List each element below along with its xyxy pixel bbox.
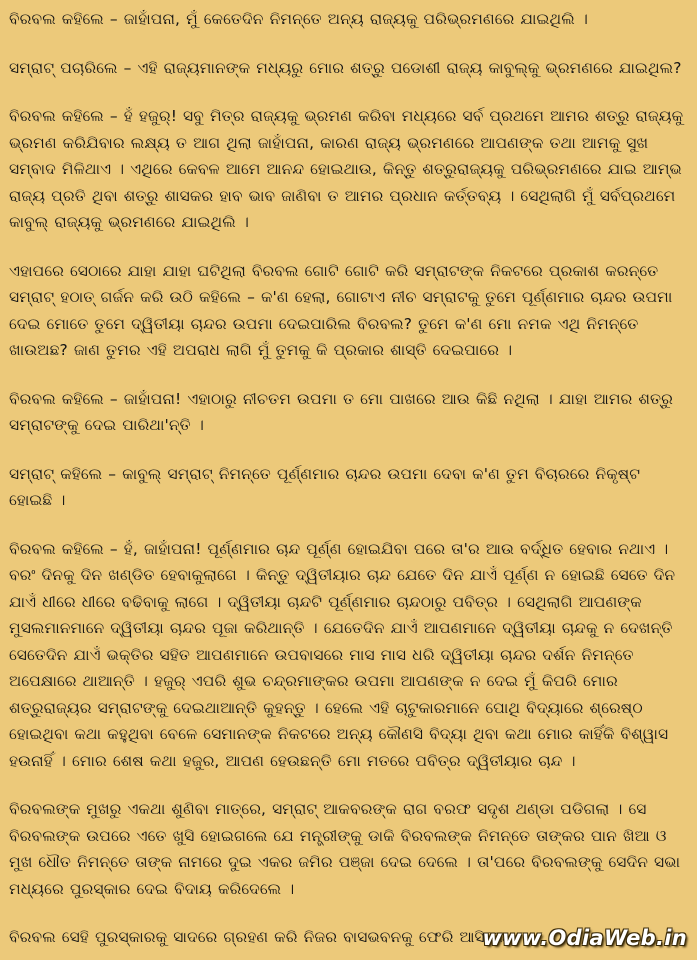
story-paragraph-1: ବିରବଲ କହିଲେ – ଜାହାଁପନା, ମୁଁ କେତେଦିନ ନିମନ୍ତେ ଅନ୍ୟ ରାଜ୍ୟକୁ ପରିଭ୍ରମଣରେ ଯାଇଥିଲି । [9, 10, 588, 28]
story-paragraph-6: ସମ୍ରାଟ୍ କହିଲେ – କାବୁଲ୍ ସମ୍ରାଟ୍ ନିମନ୍ତେ ପୂର୍ଣ୍ଣମାର ଚାନ୍ଦର ଉପମା ଦେବା କ'ଣ ତୁମ ବିଚାରରେ ନିକୃଷ୍ଟ ହୋଇଛି । [9, 464, 641, 509]
site-watermark: www.OdiaWeb.in [482, 926, 687, 950]
story-paragraph-5: ବିରବଲ କହିଲେ – ଜାହାଁପନା! ଏହାଠାରୁ ନୀଚତମ ଉପମା ତ ମୋ ପାଖରେ ଆଉ କିଛି ନଥିଲା । ଯାହା ଆମର ଶତ୍ରୁ ସମ୍ରାଟଙ୍କୁ ଦେଇ ପାରିଥା'ନ୍ତି । [9, 389, 674, 434]
story-paragraph-9: ବିରବଲ ସେହି ପୁରସ୍କାରକୁ ସାଦରେ ଗ୍ରହଣ କରି ନିଜର ବାସଭବନକୁ ଫେରି ଆସିଲେ । [9, 928, 520, 946]
story-paragraph-7: ବିରବଲ କହିଲେ – ହଁ, ଜାହାଁପନା! ପୂର୍ଣ୍ଣମାର ଚାନ୍ଦ ପୂର୍ଣ୍ଣ ହୋଇଯିବା ପରେ ତା'ର ଆଉ ବର୍ଦ୍ଧିତ ହେବାର ନଥାଏ । ବରଂ ଦିନକୁ ଦିନ ଖଣ୍ଡିତ ହେବାକୁଲାଗେ । କିନ୍ତୁ ଦ୍ୱିତୀୟାର ଚାନ୍ଦ ଯେତେ ଦିନ ଯାଏଁ ପୂର୍ଣ୍ଣ ନ ହୋଇଛି ସେତେ ଦିନ ଯାଏଁ ଧୀରେ ଧୀରେ ବଢିବାକୁ ଲାଗେ । ଦ୍ୱିତୀୟା ଚାନ୍ଦଟି ପୂର୍ଣ୍ଣମାର ଚାନ୍ଦଠାରୁ ପବିତ୍ର । ସେଥିଲାଗି ଆପଣଙ୍କ ମୁସଲମାନମାନେ ଦ୍ୱିତୀୟା ଚାନ୍ଦର ପୂଜା କରିଥାନ୍ତି । ଯେତେଦିନ ଯାଏଁ ଆପଣମାନେ ଦ୍ୱିତୀୟା ଚାନ୍ଦକୁ ନ ଦେଖନ୍ତି ସେତେଦିନ ଯାଏଁ ଭକ୍ତିର ସହିତ ଆପଣମାନେ ଉପବାସରେ ମାସ ମାସ ଧରି ଦ୍ୱିତୀୟା ଚାନ୍ଦର ଦର୍ଶନ ନିମନ୍ତେ ଅପେକ୍ଷାରେ ଥାଆନ୍ତି । ହଜୁର୍ ଏପରି ଶୁଭ ଚନ୍ଦ୍ରମାଙ୍କର ଉପମା ଆପଣଙ୍କ ନ ଦେଇ ମୁଁ କିପରି ମୋର ଶତ୍ରୁରାଜ୍ୟର ସମ୍ରାଟଙ୍କୁ ଦେଇଥାଆନ୍ତି କୁହନ୍ତୁ । ହେଲେ ଏହି ଚାଟୁକାରମାନେ ପୋଥି ବିଦ୍ୟାରେ ଶ୍ରେଷ୍ଠ ହୋଇଥିବା କଥା କହୁଥିବା ବେଳେ ସେମାନଙ୍କ ନିକଟରେ ଅନ୍ୟ କୌଣସି ବିଦ୍ୟା ଥିବା କଥା ମୋର କାହିଁକି ବିଶ୍ୱାସ ହଉନାହିଁ । ମୋର ଶେଷ କଥା ହଜୁର, ଆପଣ ହେଉଛନ୍ତି ମୋ ମତରେ ପବିତ୍ର ଦ୍ୱିତୀୟାର ଚାନ୍ଦ । [9, 539, 676, 770]
story-paragraph-3: ବିରବଲ କହିଲେ – ହଁ ହଜୁର୍! ସବୁ ମିତ୍ର ରାଜ୍ୟକୁ ଭ୍ରମଣ କରିବା ମଧ୍ୟରେ ସର୍ବ ପ୍ରଥମେ ଆମର ଶତ୍ରୁ ରାଜ୍ୟକୁ ଭ୍ରମଣ କରିଯିବାର ଲକ୍ଷ୍ୟ ତ ଆଗ ଥିଲା ଜାହାଁପନା, କାରଣ ରାଜ୍ୟ ଭ୍ରମଣରେ ଆପଣଙ୍କ ତଥା ଆମକୁ ସୁଖ ସମ୍ବାଦ ମିଳିଥାଏ । ଏଥିରେ କେବଳ ଆମେ ଆନନ୍ଦ ହୋଇଥାଉ, କିନ୍ତୁ ଶତ୍ରୁରାଜ୍ୟକୁ ପରିଭ୍ରମଣରେ ଯାଇ ଆମ୍ଭ ରାଜ୍ୟ ପ୍ରତି ଥିବା ଶତ୍ରୁ ଶାସକର ହାବ ଭାବ ଜାଣିବା ତ ଆମର ପ୍ରଧାନ କର୍ତ୍ତବ୍ୟ । ସେଥିଲାଗି ମୁଁ ସର୍ବପ୍ରଥମେ କାବୁଲ୍ ରାଜ୍ୟକୁ ଭ୍ରମଣରେ ଯାଇଥିଲି । [9, 107, 684, 231]
story-paragraph-8: ବିରବଲଙ୍କ ମୁଖରୁ ଏକଥା ଶୁଣିବା ମାତ୍ରେ, ସମ୍ରାଟ୍ ଆକବରଙ୍କ ରାଗ ବରଫ ସଦୃଶ ଥଣ୍ଡା ପଡିଗଲା । ସେ ବିରବଲଙ୍କ ଉପରେ ଏତେ ଖୁସି ହୋଇଗଲେ ଯେ ମନ୍ତ୍ରୀଙ୍କୁ ଡାକି ବିରବଲଙ୍କ ନିମନ୍ତେ ତାଙ୍କର ପାନ ଖିଆ ଓ ମୁଖ ଧୌତ ନିମନ୍ତେ ତାଙ୍କ ନାମରେ ଦୁଇ ଏକର ଜମିର ପଞ୍ଜା ଦେଇ ଦେଲେ । ତା'ପରେ ବିରବଲଙ୍କୁ ସେଦିନ ସଭା ମଧ୍ୟରେ ପୁରସ୍କାର ଦେଇ ବିଦାୟ କରିଦେଲେ । [9, 800, 681, 898]
story-paragraph-4: ଏହାପରେ ସେଠାରେ ଯାହା ଯାହା ଘଟିଥିଲା ବିରବଲ ଗୋଟି ଗୋଟି କରି ସମ୍ରାଟଙ୍କ ନିକଟରେ ପ୍ରକାଶ କରନ୍ତେ ସମ୍ରାଟ୍ ହଠାତ୍ ଗର୍ଜନ କରି ଉଠି କହିଲେ – କ'ଣ ହେଲା, ଗୋଟାଏ ନୀଚ ସମ୍ରାଟକୁ ତୁମେ ପୂର୍ଣ୍ଣମାର ଚାନ୍ଦର ଉପମା ଦେଇ ମୋତେ ତୁମେ ଦ୍ୱିତୀୟା ଚାନ୍ଦର ଉପମା ଦେଇପାରିଲ ବିରବଲ? ତୁମେ କ'ଣ ମୋ ନମକ ଏଥି ନିମନ୍ତେ ଖାଉଅଛ? ଜାଣ ତୁମର ଏହି ଅପରାଧ ଲାଗି ମୁଁ ତୁମକୁ କି ପ୍ରକାର ଶାସ୍ତି ଦେଇପାରେ । [9, 261, 673, 359]
story-paragraph-2: ସମ୍ରାଟ୍ ପଚାରିଲେ – ଏହି ରାଜ୍ୟମାନଙ୍କ ମଧ୍ୟରୁ ମୋର ଶତ୍ରୁ ପଡୋଶୀ ରାଜ୍ୟ କାବୁଲ୍କୁ ଭ୍ରମଣରେ ଯାଇଥିଲ? [9, 58, 682, 77]
